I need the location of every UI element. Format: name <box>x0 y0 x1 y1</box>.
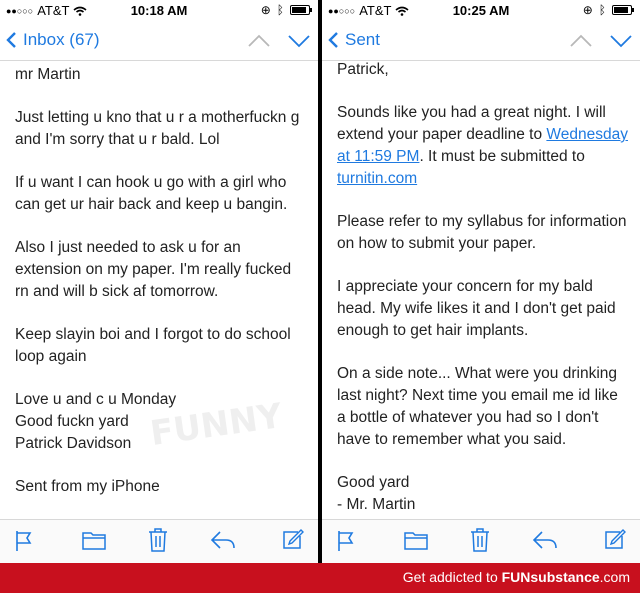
battery-icon <box>290 5 310 15</box>
email-paragraph: Also I just needed to ask u for an extension on my paper. I'm really fucked rn and will b sick af tomorrow. <box>15 239 292 300</box>
footer-text <box>403 569 630 585</box>
right-phone-screen <box>322 0 640 563</box>
email-paragraph: Please refer to my syllabus for information on how to submit your paper. <box>337 213 627 252</box>
reply-icon[interactable] <box>210 530 236 550</box>
bluetooth-icon: ᛒ <box>598 3 606 17</box>
battery-icon <box>612 5 632 15</box>
previous-message-icon[interactable] <box>570 34 592 48</box>
watermark: FUNNY <box>147 395 285 455</box>
chevron-left-icon <box>6 31 17 49</box>
footer-prefix: Get addicted to <box>402 569 502 585</box>
bluetooth-icon: ᛒ <box>276 3 284 17</box>
mail-toolbar <box>322 519 640 563</box>
email-paragraph: Keep slayin boi and I forgot to do school loop again <box>15 326 291 365</box>
signature-line: Good yard <box>337 474 410 491</box>
email-paragraph: Just letting u kno that u r a motherfuckn g and I'm sorry that u r bald. Lol <box>15 109 300 148</box>
turnitin-link[interactable]: turnitin.com <box>337 170 418 187</box>
rotation-lock-icon: ⊕ <box>260 3 271 17</box>
carrier-name: AT&T <box>359 3 392 18</box>
status-time: 10:18 AM <box>130 3 188 18</box>
flag-icon[interactable] <box>336 530 356 552</box>
signature-line: - Mr. Martin <box>337 496 416 513</box>
mail-nav-bar <box>0 24 318 61</box>
footer-suffix: .com <box>599 569 630 585</box>
signature-line: Patrick Davidson <box>15 435 132 452</box>
sent-from-footer: Sent from my iPhone <box>15 478 160 495</box>
email-body <box>337 59 630 537</box>
status-right <box>583 3 632 17</box>
status-right <box>261 3 310 17</box>
email-salutation: mr Martin <box>15 66 81 83</box>
flag-icon[interactable] <box>14 530 34 552</box>
message-arrows <box>248 34 310 48</box>
email-paragraph: I appreciate your concern for my bald head. My wife likes it and I don't get paid enough to get hair implants. <box>337 278 616 339</box>
site-footer-banner <box>0 563 640 593</box>
folder-icon[interactable] <box>404 530 428 550</box>
folder-icon[interactable] <box>82 530 106 550</box>
signal-icon: ●●○○○ <box>328 5 356 16</box>
status-time: 10:25 AM <box>452 3 510 18</box>
text-segment: . It must be submitted to <box>419 148 585 165</box>
email-signature <box>337 472 630 516</box>
signal-icon: ●●○○○ <box>6 5 34 16</box>
email-salutation: Patrick, <box>337 61 389 78</box>
trash-icon[interactable] <box>470 528 490 552</box>
status-bar <box>322 0 640 22</box>
footer-brand: FUNsubstance <box>501 569 600 585</box>
status-bar <box>0 0 318 22</box>
reply-icon[interactable] <box>532 530 558 550</box>
chevron-left-icon <box>328 31 339 49</box>
email-paragraph <box>337 102 630 190</box>
previous-message-icon[interactable] <box>248 34 270 48</box>
compose-icon[interactable] <box>282 528 304 550</box>
next-message-icon[interactable] <box>610 34 632 48</box>
signature-line: Love u and c u Monday <box>15 391 177 408</box>
trash-icon[interactable] <box>148 528 168 552</box>
back-button[interactable] <box>6 30 100 50</box>
rotation-lock-icon: ⊕ <box>582 3 593 17</box>
carrier-name: AT&T <box>37 3 70 18</box>
date-link[interactable]: Wednesday at 11:59 PM <box>337 126 628 165</box>
email-paragraph: If u want I can hook u go with a girl who can get ur hair back and keep u bangin. <box>15 174 288 213</box>
text-segment: Sounds like you had a great night. I will extend your paper deadline to <box>337 104 606 143</box>
mail-toolbar <box>0 519 318 563</box>
compose-icon[interactable] <box>604 528 626 550</box>
back-label: Sent <box>345 30 380 49</box>
back-label: Inbox (67) <box>23 30 100 49</box>
next-message-icon[interactable] <box>288 34 310 48</box>
message-arrows <box>570 34 632 48</box>
signature-line: Good fuckn yard <box>15 413 129 430</box>
left-phone-screen <box>0 0 318 563</box>
mail-nav-bar <box>322 24 640 61</box>
back-button[interactable] <box>328 30 380 50</box>
email-paragraph: On a side note... What were you drinking last night? Next time you email me id like a bottle of whatever you had so I don't have to remember what you said. <box>337 365 618 448</box>
